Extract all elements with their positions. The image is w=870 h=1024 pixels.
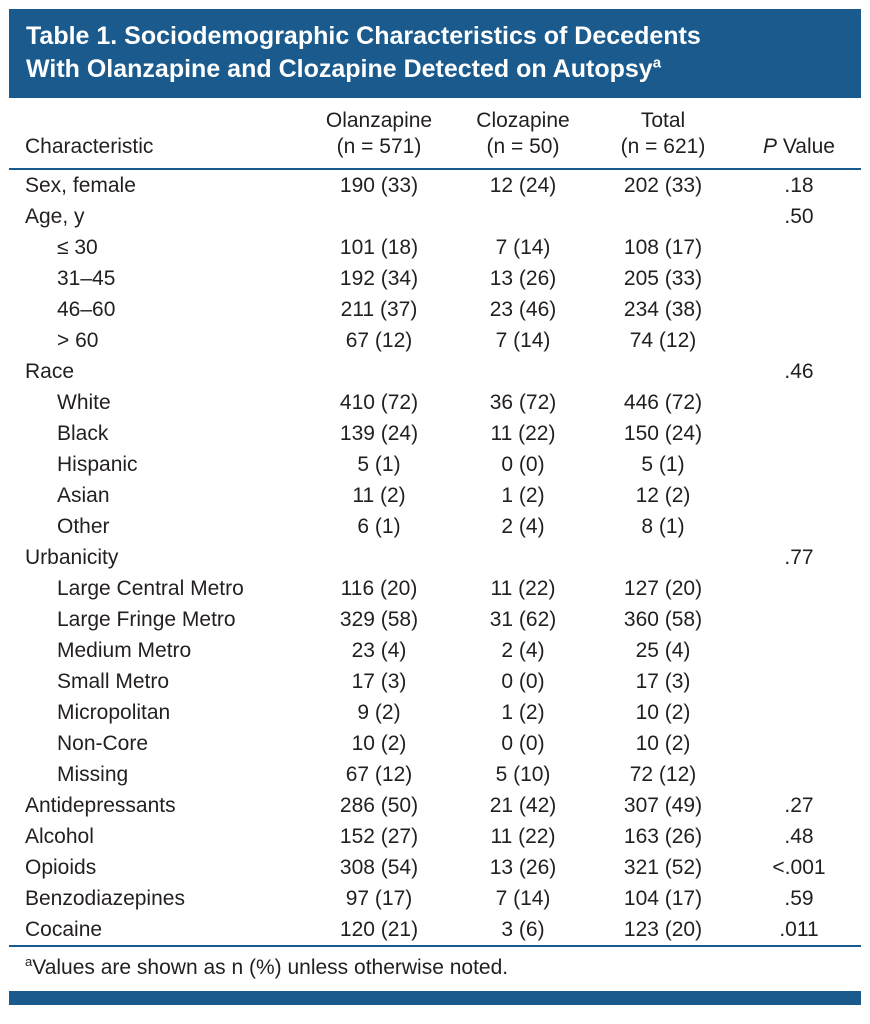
column-header-olanzapine: Olanzapine (n = 571) [301, 98, 457, 169]
p-value [737, 387, 861, 418]
p-value: <.001 [772, 855, 826, 879]
clozapine-value: 7 (14) [495, 328, 551, 352]
olanzapine-value: 308 (54) [339, 855, 419, 879]
olanzapine-value: 190 (33) [339, 173, 419, 197]
total-value: 163 (26) [623, 824, 703, 848]
row-label: Large Central Metro [57, 576, 244, 600]
row-label: Non-Core [57, 731, 149, 755]
olanzapine-value: 139 (24) [339, 421, 419, 445]
row-label: Sex, female [25, 173, 136, 197]
footnote-text: Values are shown as n (%) unless otherwise noted. [32, 955, 509, 979]
clozapine-value: 3 (6) [501, 917, 545, 941]
table-row [9, 666, 861, 697]
table-row [9, 169, 861, 201]
row-label: Small Metro [57, 669, 170, 693]
bottom-rule-bar [9, 991, 861, 1005]
column-header-clozapine: Clozapine (n = 50) [457, 98, 589, 169]
p-value [737, 480, 861, 511]
table-row [9, 294, 861, 325]
table-row [9, 201, 861, 232]
total-value: 25 (4) [635, 638, 691, 662]
table-row [9, 480, 861, 511]
olanzapine-value [301, 542, 457, 573]
total-value: 10 (2) [635, 731, 691, 755]
table-row [9, 232, 861, 263]
total-value: 150 (24) [623, 421, 703, 445]
table-row [9, 790, 861, 821]
olanzapine-value: 116 (20) [340, 576, 418, 600]
total-value: 307 (49) [623, 793, 703, 817]
clozapine-value: 7 (14) [495, 235, 551, 259]
olanzapine-value: 5 (1) [357, 452, 401, 476]
p-value [737, 449, 861, 480]
row-label: Black [57, 421, 109, 445]
row-label: Antidepressants [25, 793, 176, 817]
p-value [737, 294, 861, 325]
p-value [737, 635, 861, 666]
total-value: 17 (3) [635, 669, 691, 693]
table-row [9, 852, 861, 883]
total-value: 10 (2) [635, 700, 691, 724]
row-label: Large Fringe Metro [57, 607, 236, 631]
olanzapine-value [301, 356, 457, 387]
clozapine-value: 2 (4) [501, 514, 545, 538]
clozapine-value [457, 201, 589, 232]
header-row [9, 98, 861, 169]
row-label: Asian [57, 483, 110, 507]
row-label: Micropolitan [57, 700, 171, 724]
p-value: .011 [779, 917, 819, 941]
p-value [737, 418, 861, 449]
olanzapine-value: 211 (37) [340, 297, 418, 321]
clozapine-value: 0 (0) [501, 731, 545, 755]
row-label: Alcohol [25, 824, 94, 848]
olanzapine-value: 23 (4) [351, 638, 407, 662]
total-value [589, 542, 737, 573]
table-row [9, 821, 861, 852]
olanzapine-value: 286 (50) [339, 793, 419, 817]
total-value: 74 (12) [629, 328, 697, 352]
table-row [9, 728, 861, 759]
total-value: 446 (72) [623, 390, 703, 414]
sociodemographic-table [9, 98, 861, 945]
row-label: White [57, 390, 111, 414]
table-row [9, 511, 861, 542]
table-row [9, 387, 861, 418]
row-label: Benzodiazepines [25, 886, 185, 910]
clozapine-value: 2 (4) [501, 638, 545, 662]
clozapine-value: 12 (24) [489, 173, 557, 197]
row-label: ≤ 30 [57, 235, 98, 259]
p-value: .27 [784, 793, 814, 817]
row-label: Opioids [25, 855, 97, 879]
olanzapine-value: 9 (2) [357, 700, 401, 724]
olanzapine-value: 67 (12) [345, 328, 413, 352]
p-value: .50 [784, 204, 814, 228]
olanzapine-value: 11 (2) [352, 483, 406, 507]
p-value [737, 511, 861, 542]
table-row [9, 449, 861, 480]
clozapine-value: 13 (26) [489, 266, 557, 290]
olanzapine-value [301, 201, 457, 232]
clozapine-value: 1 (2) [501, 700, 545, 724]
table-row [9, 573, 861, 604]
table-row [9, 883, 861, 914]
table-row [9, 759, 861, 790]
clozapine-value: 13 (26) [489, 855, 557, 879]
clozapine-value: 0 (0) [501, 669, 545, 693]
table-header [9, 98, 861, 169]
table-row [9, 325, 861, 356]
total-value: 72 (12) [629, 762, 697, 786]
olanzapine-value: 10 (2) [351, 731, 407, 755]
p-value [737, 666, 861, 697]
olanzapine-value: 67 (12) [345, 762, 413, 786]
row-label: Urbanicity [25, 545, 119, 569]
total-value: 8 (1) [641, 514, 685, 538]
row-label: Age, y [25, 204, 85, 228]
table-row [9, 263, 861, 294]
clozapine-value: 11 (22) [490, 824, 556, 848]
row-label: Hispanic [57, 452, 138, 476]
olanzapine-value: 329 (58) [339, 607, 419, 631]
row-label: Race [25, 359, 75, 383]
p-value [737, 759, 861, 790]
total-value: 104 (17) [623, 886, 703, 910]
title-line2: With Olanzapine and Clozapine Detected on Autopsy [26, 55, 653, 83]
clozapine-value: 11 (22) [490, 421, 556, 445]
table-row [9, 697, 861, 728]
total-value: 123 (20) [623, 917, 703, 941]
total-value: 360 (58) [623, 607, 703, 631]
total-value [589, 356, 737, 387]
olanzapine-value: 120 (21) [339, 917, 419, 941]
table-body [9, 169, 861, 945]
title-line1: Table 1. Sociodemographic Characteristics of Decedents [26, 22, 701, 50]
row-label: Cocaine [25, 917, 103, 941]
column-header-characteristic: Characteristic [9, 98, 301, 169]
total-value: 127 (20) [623, 576, 703, 600]
total-value: 12 (2) [635, 483, 691, 507]
p-value: .46 [784, 359, 814, 383]
p-value [737, 728, 861, 759]
row-label: > 60 [57, 328, 99, 352]
total-value: 321 (52) [623, 855, 703, 879]
footnote-superscript: a [25, 953, 33, 969]
row-label: Missing [57, 762, 129, 786]
table-footnote [9, 945, 861, 991]
clozapine-value: 0 (0) [501, 452, 545, 476]
row-label: Medium Metro [57, 638, 192, 662]
p-value: .59 [784, 886, 814, 910]
p-value: .18 [784, 173, 814, 197]
olanzapine-value: 6 (1) [357, 514, 401, 538]
olanzapine-value: 17 (3) [351, 669, 407, 693]
p-value [737, 263, 861, 294]
p-value: .48 [784, 824, 814, 848]
p-value: .77 [784, 545, 814, 569]
clozapine-value [457, 542, 589, 573]
table-row [9, 356, 861, 387]
olanzapine-value: 192 (34) [339, 266, 419, 290]
p-value [737, 697, 861, 728]
olanzapine-value: 152 (27) [339, 824, 419, 848]
total-value: 205 (33) [623, 266, 703, 290]
clozapine-value: 31 (62) [489, 607, 557, 631]
clozapine-value: 1 (2) [501, 483, 545, 507]
row-label: 46–60 [57, 297, 116, 321]
p-value [737, 325, 861, 356]
table-title [9, 9, 861, 98]
total-value: 234 (38) [623, 297, 703, 321]
olanzapine-value: 97 (17) [345, 886, 413, 910]
table-row [9, 914, 861, 945]
clozapine-value: 5 (10) [495, 762, 551, 786]
table-row [9, 542, 861, 573]
clozapine-value: 36 (72) [489, 390, 557, 414]
row-label: 31–45 [57, 266, 116, 290]
total-value: 202 (33) [623, 173, 703, 197]
clozapine-value: 11 (22) [490, 576, 556, 600]
table-row [9, 635, 861, 666]
total-value [589, 201, 737, 232]
table-row [9, 604, 861, 635]
p-value [737, 573, 861, 604]
clozapine-value: 7 (14) [495, 886, 551, 910]
row-label: Other [57, 514, 110, 538]
total-value: 5 (1) [641, 452, 685, 476]
total-value: 108 (17) [623, 235, 703, 259]
clozapine-value: 21 (42) [489, 793, 557, 817]
table-row [9, 418, 861, 449]
column-header-p-value: P Value [737, 98, 861, 169]
title-superscript: a [652, 54, 662, 72]
p-value [737, 232, 861, 263]
olanzapine-value: 101 (18) [339, 235, 419, 259]
clozapine-value: 23 (46) [489, 297, 557, 321]
clozapine-value [457, 356, 589, 387]
olanzapine-value: 410 (72) [339, 390, 419, 414]
p-value [737, 604, 861, 635]
column-header-total: Total (n = 621) [589, 98, 737, 169]
